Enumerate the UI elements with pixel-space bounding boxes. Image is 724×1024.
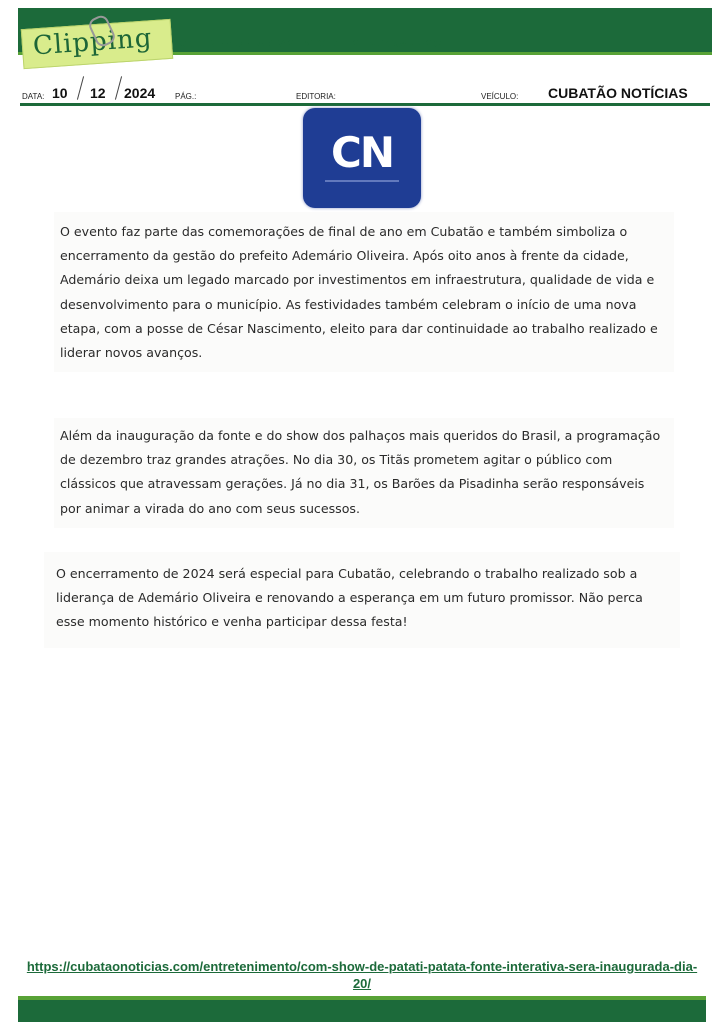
date-separator: [77, 76, 84, 99]
article-block: [44, 552, 680, 648]
article-paragraph: O evento faz parte das comemorações de final de ano em Cubatão e também simboliza o encerramento da gestão do prefeito Ademário Oliveira. Após oito anos à frente da cidade, Ademário deixa um legado marcado por investimentos em infraestrutura, qualidade de vida e desenvolvimento para o município. As festividades também celebram o início de uma nova etapa, com a posse de César Nascimento, eleito para dar continuidade ao trabalho realizado e liderar novos avanços.: [60, 224, 658, 361]
date-label: DATA:: [22, 92, 45, 101]
page-label: PÁG.:: [175, 92, 197, 101]
article-paragraph: O encerramento de 2024 será especial para Cubatão, celebrando o trabalho realizado sob a liderança de Ademário Oliveira e renovando a esperança em um futuro promissor. Não perca esse momento histórico e venha participar dessa festa!: [56, 566, 643, 630]
date-separator: [115, 76, 122, 99]
clipping-label: Clipping: [31, 23, 154, 62]
vehicle-label: VEÍCULO:: [481, 92, 519, 101]
editoria-label: EDITORIA:: [296, 92, 336, 101]
department-title: ON-LINE • DEPARTAMENTO DE IMPRENSA • PMC: [178, 38, 442, 50]
date-month: 12: [90, 85, 106, 101]
date-day: 10: [52, 85, 68, 101]
logo-tagline-mark: [325, 180, 399, 182]
footer-band: [18, 1000, 706, 1022]
source-link[interactable]: https://cubataonoticias.com/entretenimento/com-show-de-patati-patata-fonte-interativa-sera-inaugurada-dia-20/: [26, 959, 698, 991]
article-block: [54, 418, 674, 528]
vehicle-name: CUBATÃO NOTÍCIAS: [548, 85, 688, 101]
logo-text: CN: [331, 128, 393, 177]
header-divider: [20, 103, 710, 106]
article-block: [54, 212, 674, 372]
cubatao-noticias-logo: [303, 108, 421, 208]
article-paragraph: Além da inauguração da fonte e do show dos palhaços mais queridos do Brasil, a programação de dezembro traz grandes atrações. No dia 30, os Titãs prometem agitar o público com clássicos que atravessam gerações. Já no dia 31, os Barões da Pisadinha serão responsáveis por animar a virada do ano com seus sucessos.: [60, 428, 661, 516]
date-year: 2024: [124, 85, 156, 101]
